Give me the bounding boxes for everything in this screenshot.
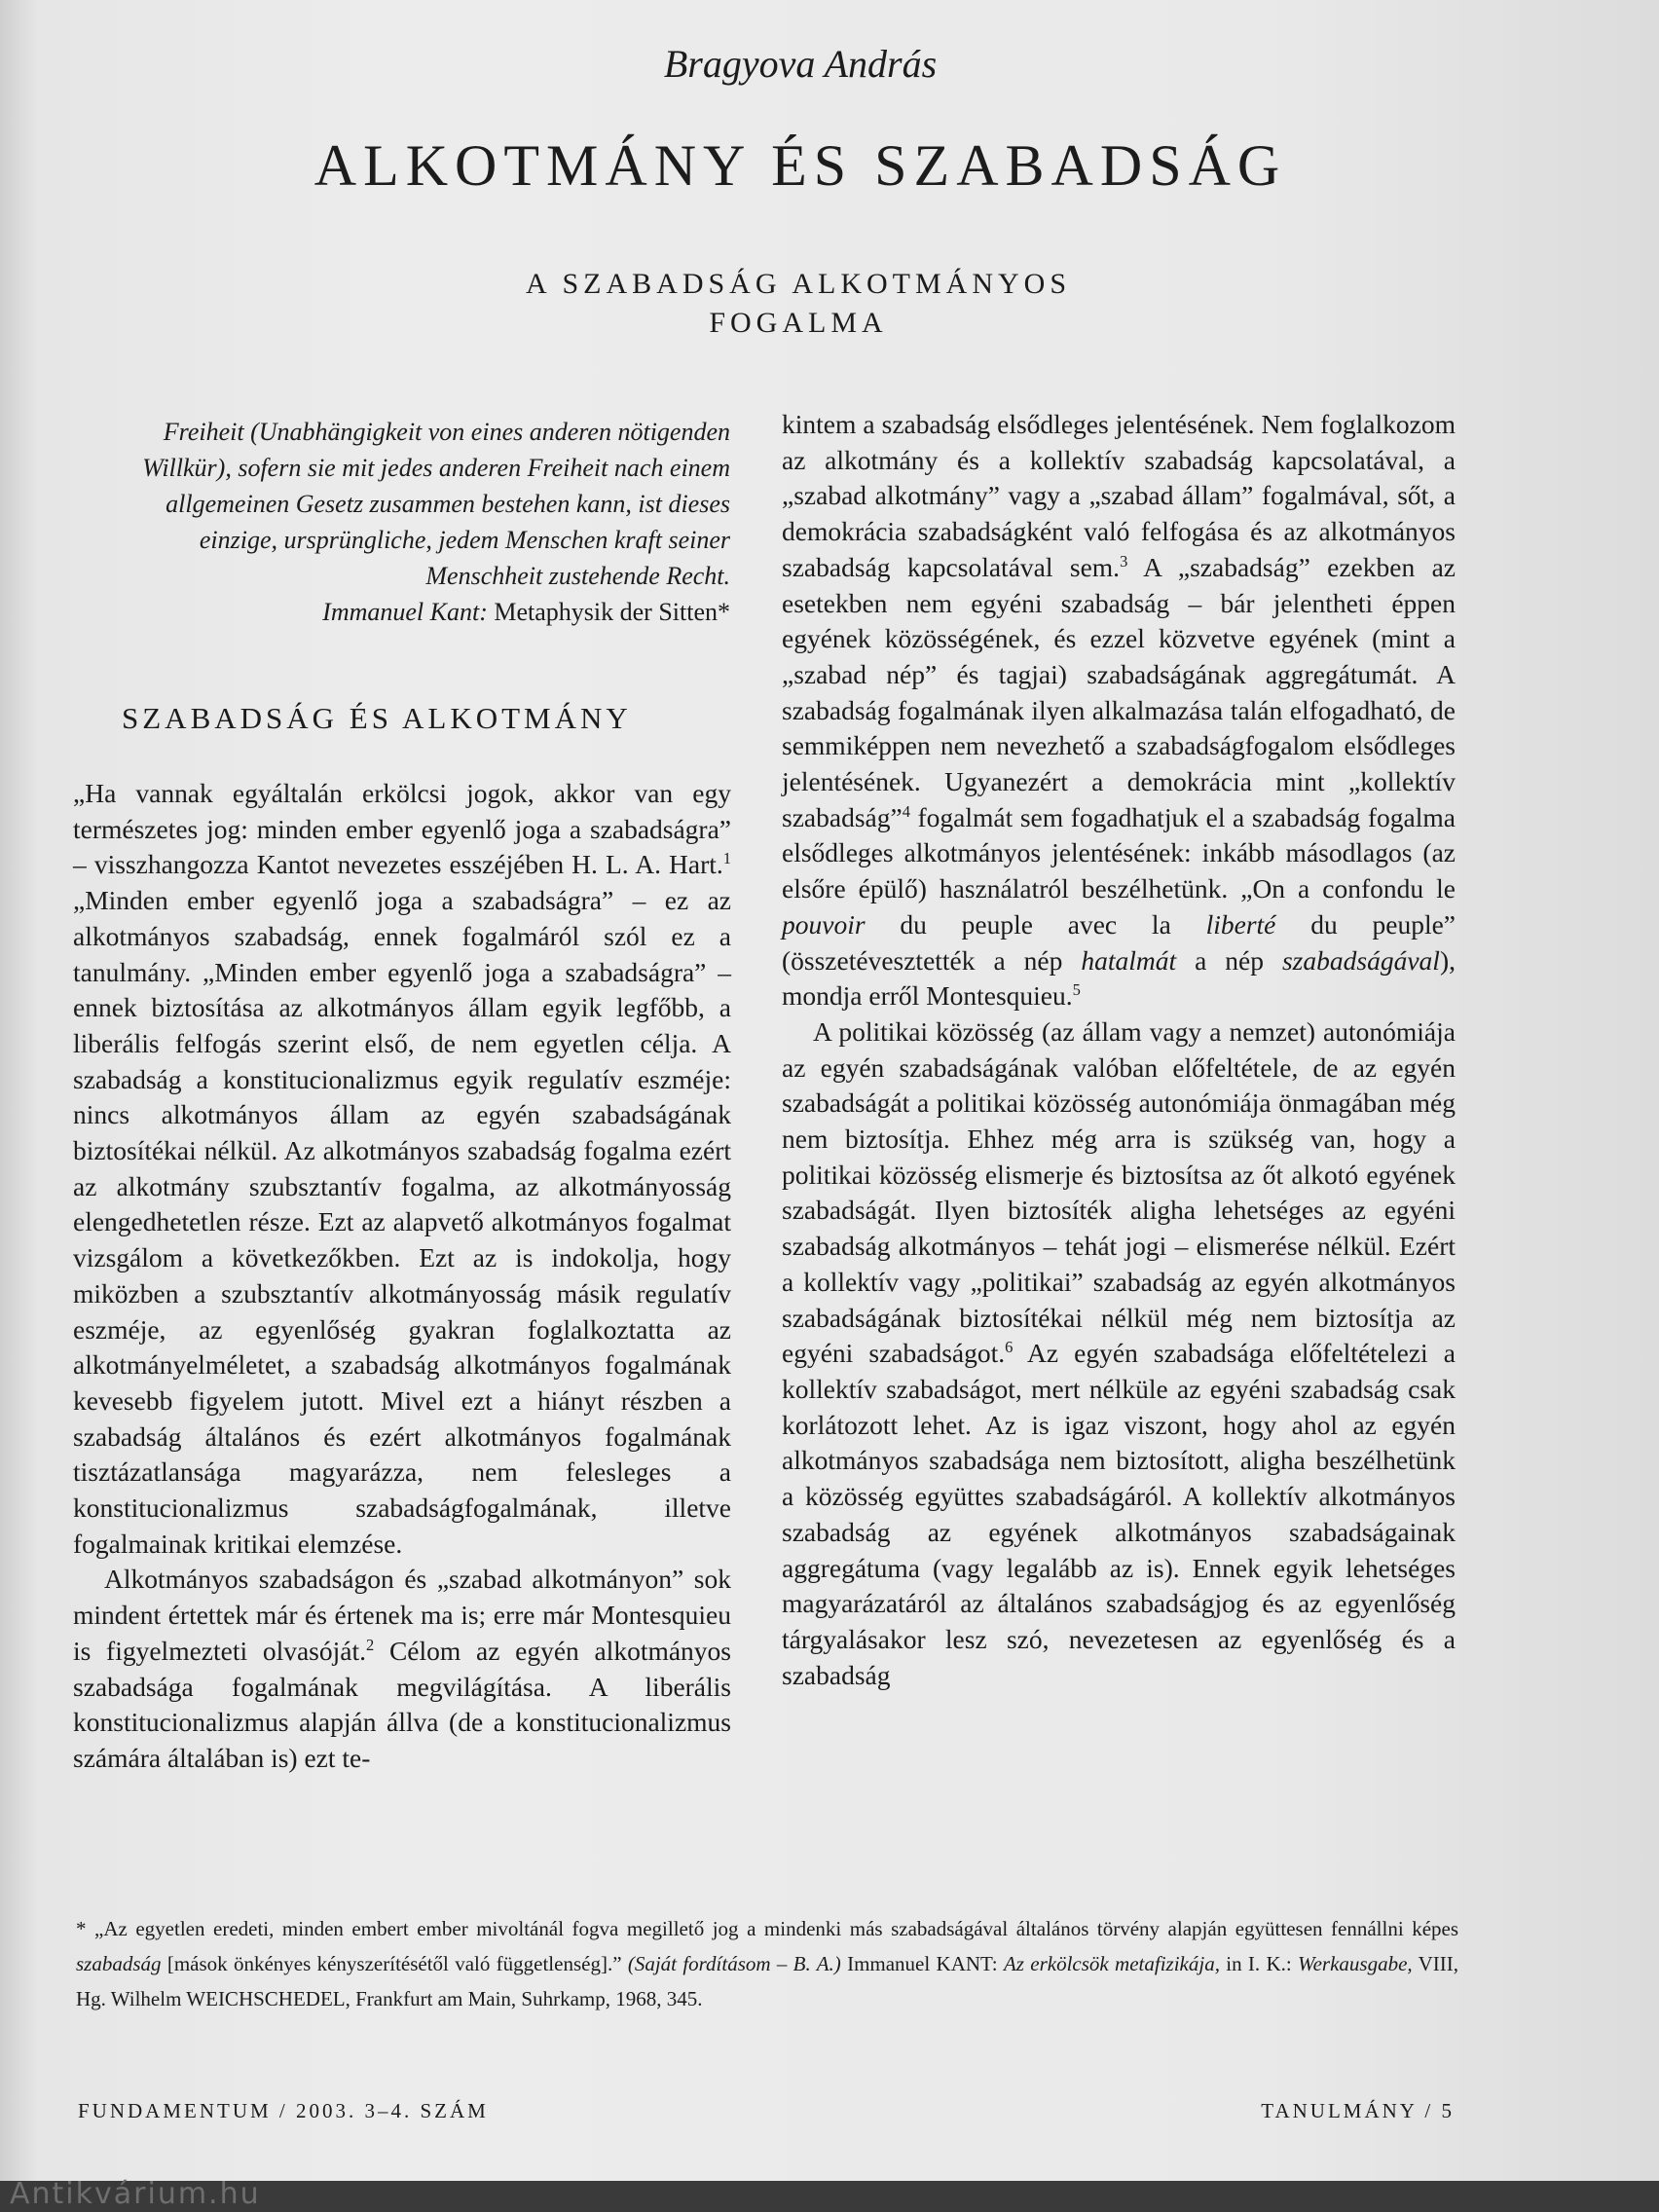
paragraph: „Ha vannak egyáltalán erkölcsi jogok, akkor van egy természetes jog: minden ember egyenlő joga a szabadságra” – visszhangozza Kantot nevezetes esszéjében H. L. A. Hart.$^1$ „Minden ember egyenlő joga a szabadságra” – ez az alkotmányos szabadság, ennek fogalmáról szól ez a tanulmány. „Minden ember egyenlő joga a szabadságra” – ennek biztosítása az alkotmányos állam egyik legfőbb, a liberális felfogás szerint első, de nem egyetlen célja. A szabadság a konstitucionalizmus egyik regulatív eszméje: nincs alkotmányos állam az egyén szabadságának biztosítékai nélkül. Az alkotmányos szabadság fogalma ezért az alkotmány szubsztantív fogalma, az alkotmányosság elengedhetetlen része. Ezt az alapvető alkotmányos fogalmat vizsgálom a következőkben. Ezt az is indokolja, hogy miközben a szubsztantív alkotmányosság másik regulatív eszméje, az egyenlőség gyakran foglalkoztatta az alkotmányelméletet, a szabadság alkotmányos fogalmának kevesebb figyelem jutott. Mivel ezt a hiányt részben a szabadság általános és ezért alkotmányos fogalmának tisztázatlansága magyarázza, nem felesleges a konstitucionalizmus szabadságfogalmának, illetve fogalmainak kritikai elemzése. xyxy=(73,778,731,1559)
epigraph xyxy=(68,414,730,630)
subtitle-line-2: FOGALMA xyxy=(709,307,888,339)
author-name: Bragyova András xyxy=(663,42,938,86)
article-title: ALKOTMÁNY ÉS SZABADSÁG xyxy=(313,133,1287,198)
paragraph: Alkotmányos szabadságon és „szabad alkotmányon” sok mindent értettek már és értenek ma is; erre már Montesquieu is figyelmezteti olvasóját.$^2$ Célom az egyén alkotmányos szabadsága fogalmának megvilágítása. A liberális konstitucionalizmus alapján állva (de a konstitucionalizmus számára általában is) ezt te- xyxy=(73,1564,732,1773)
footnote-ref[interactable]: 1 xyxy=(722,849,731,868)
epigraph-work: Metaphysik der Sitten* xyxy=(494,598,730,626)
paragraph: A politikai közösség (az állam vagy a nemzet) autonómiája az egyén szabadságának valóban előfeltétele, de az egyén szabadságát a politikai közösség autonómiája önmagában még nem biztosítja. Ehhez még arra is szükség van, hogy a politikai közösség elismerje és biztosítsa az őt alkotó egyének szabadságát. Ilyen biztosíték aligha lehetséges az egyéni szabadság alkotmányos – tehát jogi – elismerése nélkül. Ezért a kollektív vagy „politikai” szabadság az egyén alkotmányos szabadságának biztosítékai nélkül még nem biztosítja az egyéni szabadságot.$^6$ Az egyén szabadsága előfeltételezi a kollektív szabadságot, mert nélküle az egyéni szabadság csak korlátozott lehet. Az is igaz viszont, hogy ahol az egyén alkotmányos szabadsága nem biztosított, aligha beszélhetünk a közösség együttes szabadságáról. A kollektív alkotmányos szabadság az egyének alkotmányos szabadságainak aggregátuma (vagy legalább az is). Ennek egyik lehetséges magyarázatáról az általános szabadságjog és az egyenlőség tárgyalásakor lesz szó, nevezetesen az egyenlőség és a szabadság xyxy=(782,1015,1456,1690)
epigraph-line: allgemeinen Gesetz zusammen bestehen kann, ist dieses xyxy=(166,490,730,518)
footnote-ref[interactable]: 3 xyxy=(1120,551,1128,571)
journal-footer: FUNDAMENTUM / 2003. 3–4. SZÁM xyxy=(78,2099,489,2122)
epigraph-line: Menschheit zustehende Recht. xyxy=(425,562,730,590)
paragraph: kintem a szabadság elsődleges jelentésének. Nem foglalkozom az alkotmány és a kollektív szabadság kapcsolatával, a „szabad alkotmány” vagy a „szabad állam” fogalmával, sőt, a demokrácia szabadságként való felfogása és az alkotmányos szabadság kapcsolatával sem.$^3$ A „szabadság” ezekben az esetekben nem egyéni szabadság – bár jelentheti éppen egyének közösségének, és ezzel közvetve egyének (mint a „szabad nép” és tagjai) szabadságának aggregátumát. A szabadság fogalmának ilyen alkalmazása talán elfogadható, de semmiképpen nem nevezhető a szabadságfogalom elsődleges jelentésének. Ugyanezért a demokrácia mint „kollektív szabadság”$^4$ fogalmát sem fogadhatjuk el a szabadság fogalma elsődleges alkotmányos jelentésének: inkább másodlagos (az elsőre épülő) használatról beszélhetünk. „On a confondu le pouvoir du peuple avec la liberté du peuple” (összetévesztették a nép hatalmát a nép szabadságával), mondja erről Montesquieu.$^5$ xyxy=(782,409,1456,1012)
footnote-marker: * xyxy=(76,1917,87,1940)
footnote: * „Az egyetlen eredeti, minden embert ember mivoltánál fogva megillető jog a mindenki más szabadságával általános törvény alapján együttesen fennállni képes szabadság [mások önkényes kényszerítésétől való függetlenség].” (Saját fordításom – B. A.) Immanuel KANT: Az erkölcsök metafizikája, in I. K.: Werkausgabe, VIII, Hg. Wilhelm WEICHSCHEDEL, Frankfurt am Main, Suhrkamp, 1968, 345. xyxy=(76,1917,1459,2010)
footnote-ref[interactable]: 5 xyxy=(1072,980,1081,1000)
epigraph-source xyxy=(68,594,730,630)
epigraph-author: Immanuel Kant: xyxy=(322,598,488,626)
epigraph-line: Freiheit (Unabhängigkeit von eines anderen nötigenden xyxy=(163,418,730,446)
footnote-ref[interactable]: 4 xyxy=(902,801,910,821)
section-heading: SZABADSÁG ÉS ALKOTMÁNY xyxy=(122,701,632,735)
footnote-ref[interactable]: 6 xyxy=(1005,1338,1014,1357)
subtitle-line-1: A SZABADSÁG ALKOTMÁNYOS xyxy=(525,268,1072,300)
right-column xyxy=(782,407,1456,1693)
left-column xyxy=(73,776,731,1777)
article-subtitle xyxy=(370,265,1227,343)
footnote-ref[interactable]: 2 xyxy=(366,1635,375,1654)
epigraph-line: Willkür), sofern sie mit jedes anderen Freiheit nach einem xyxy=(142,454,730,482)
page-number-footer: TANULMÁNY / 5 xyxy=(1261,2099,1455,2122)
epigraph-line: einzige, ursprüngliche, jedem Menschen kraft seiner xyxy=(199,526,730,554)
watermark-logo: Antikvárium.hu xyxy=(10,2177,261,2211)
